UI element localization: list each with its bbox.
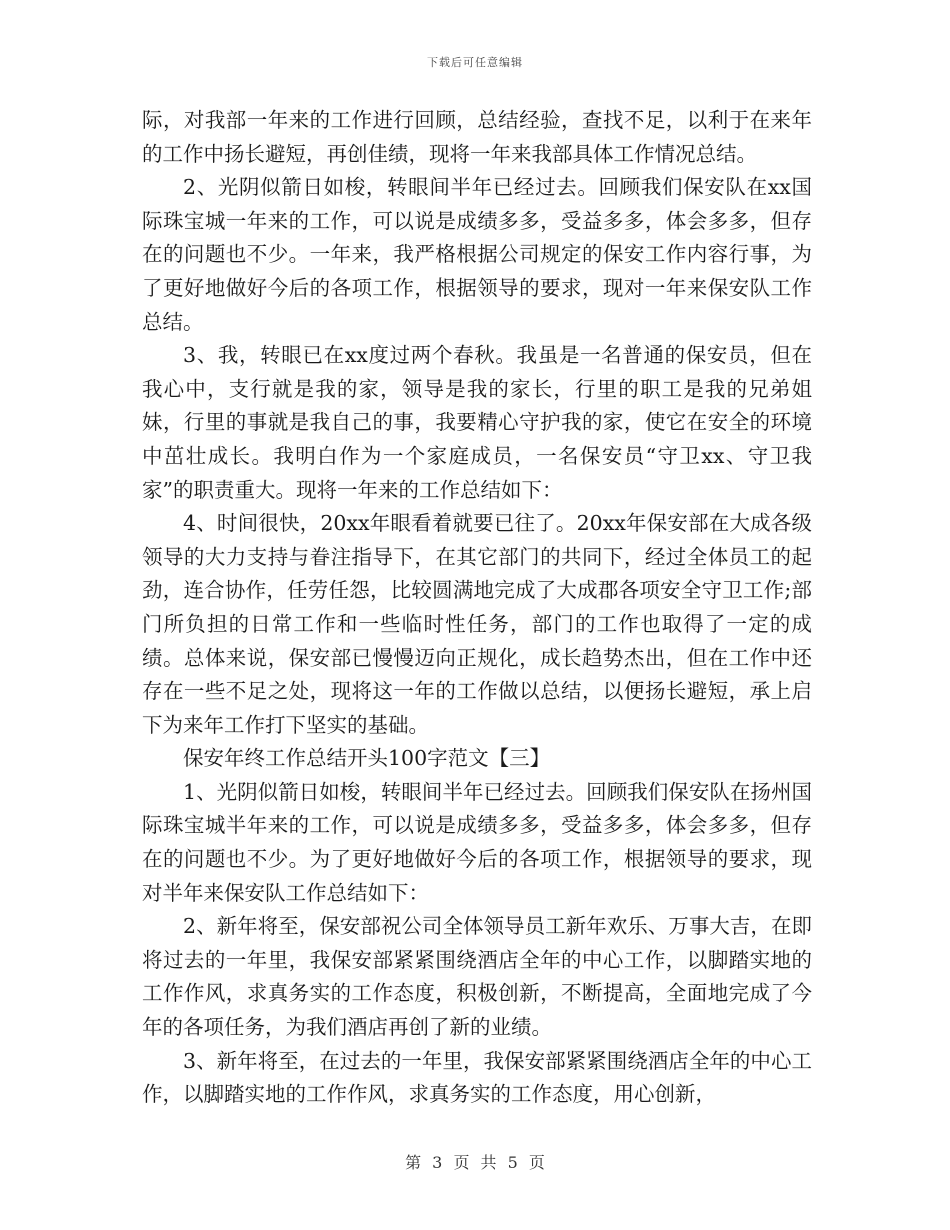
paragraph-7: 3、新年将至，在过去的一年里，我保安部紧紧围绕酒店全年的中心工作，以脚踏实地的工作作风，求真务实的工作态度，用心创新， (142, 1048, 812, 1107)
paragraph-3: 3、我，转眼已在xx度过两个春秋。我虽是一名普通的保安员，但在我心中，支行就是我的家，领导是我的家长，行里的职工是我的兄弟姐妹，行里的事就是我自己的事，我要精心守护我的家，使它在安全的环境中茁壮成长。我明白作为一个家庭成员，一名保安员“守卫xx、守卫我家”的职责重大。现将一年来的工作总结如下： (142, 343, 812, 502)
body-text (142, 104, 812, 1112)
paragraph-4: 4、时间很快，20xx年眼看着就要已往了。20xx年保安部在大成各级领导的大力支持与眷注指导下，在其它部门的共同下，经过全体员工的起劲，连合协作，任劳任怨，比较圆满地完成了大成郡各项安全守卫工作;部门所负担的日常工作和一些临时性任务，部门的工作也取得了一定的成绩。总体来说，保安部已慢慢迈向正规化，成长趋势杰出，但在工作中还存在一些不足之处，现将这一年的工作做以总结，以便扬长避短，承上启下为来年工作打下坚实的基础。 (142, 511, 812, 737)
paragraph-2: 2、光阴似箭日如梭，转眼间半年已经过去。回顾我们保安队在xx国际珠宝城一年来的工作，可以说是成绩多多，受益多多，体会多多，但存在的问题也不少。一年来，我严格根据公司规定的保安工作内容行事，为了更好地做好今后的各项工作，根据领导的要求，现对一年来保安队工作总结。 (142, 175, 812, 334)
paragraph-6: 2、新年将至，保安部祝公司全体领导员工新年欢乐、万事大吉，在即将过去的一年里，我保安部紧紧围绕酒店全年的中心工作，以脚踏实地的工作作风，求真务实的工作态度，积极创新，不断提高，全面地完成了今年的各项任务，为我们酒店再创了新的业绩。 (142, 914, 812, 1040)
page-header: 下载后可任意编辑 (427, 56, 523, 69)
paragraph-5: 1、光阴似箭日如梭，转眼间半年已经过去。回顾我们保安队在扬州国际珠宝城半年来的工作，可以说是成绩多多，受益多多，体会多多，但存在的问题也不少。为了更好地做好今后的各项工作，根据领导的要求，现对半年来保安队工作总结如下： (142, 779, 812, 905)
page-footer: 第 3 页 共 5 页 (405, 1153, 545, 1172)
section-heading: 保安年终工作总结开头100字范文【三】 (183, 746, 551, 771)
paragraph-1: 际，对我部一年来的工作进行回顾，总结经验，查找不足，以利于在来年的工作中扬长避短，再创佳绩，现将一年来我部具体工作情况总结。 (142, 108, 812, 166)
